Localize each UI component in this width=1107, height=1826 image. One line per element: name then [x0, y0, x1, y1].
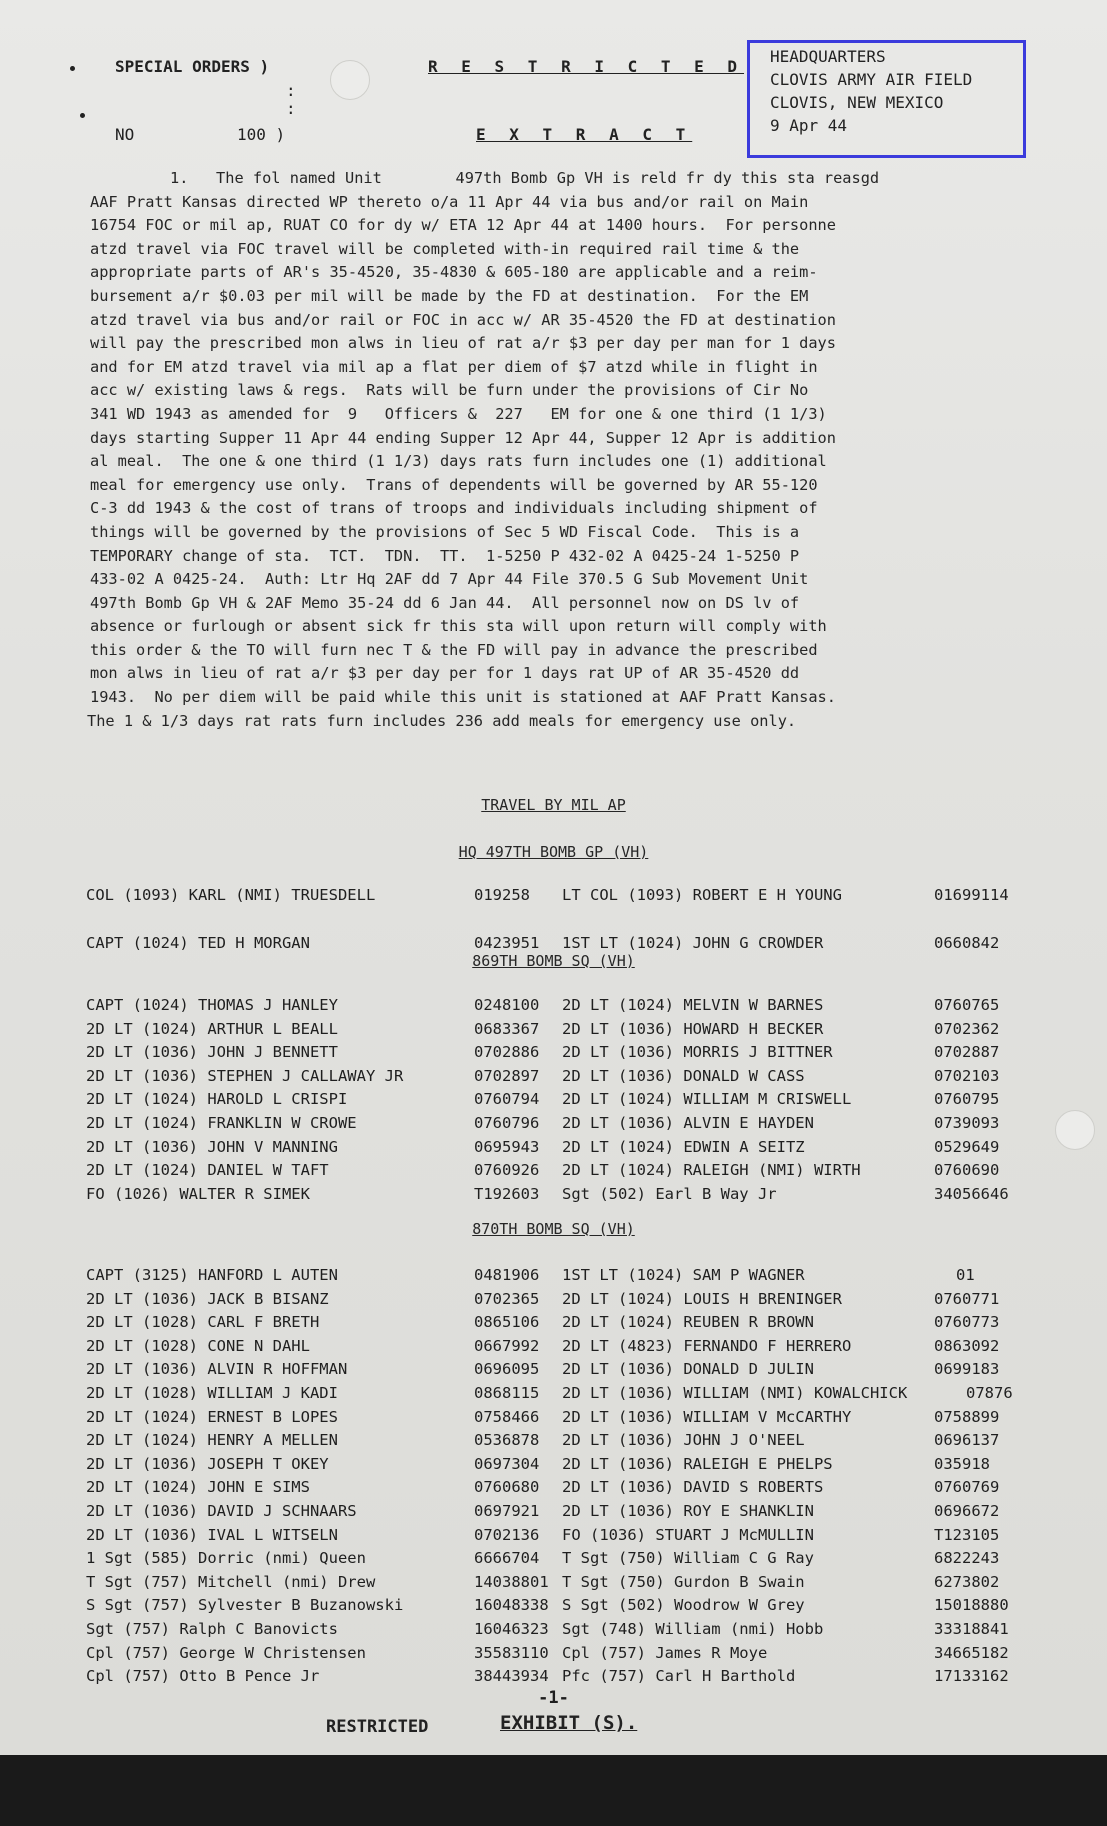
punch-hole	[330, 60, 370, 100]
name-right: 2D LT (1036) HOWARD H BECKER	[562, 1019, 824, 1038]
name-right: 2D LT (1024) EDWIN A SEITZ	[562, 1137, 805, 1156]
name-left: 2D LT (1036) IVAL L WITSELN	[86, 1525, 338, 1544]
serial-left: 14038801	[474, 1572, 549, 1591]
hq-roster	[86, 884, 1009, 955]
name-left: 2D LT (1036) DAVID J SCHNAARS	[86, 1501, 357, 1520]
name-left: CAPT (3125) HANFORD L AUTEN	[86, 1266, 338, 1284]
name-right: 2D LT (1036) DONALD W CASS	[562, 1066, 805, 1085]
headquarters-box	[747, 40, 1026, 158]
paragraph-line: and for EM atzd travel via mil ap a flat per diem of $7 atzd while in flight in	[90, 357, 818, 376]
serial-left: 0702886	[474, 1043, 540, 1062]
paragraph-line: C-3 dd 1943 & the cost of trans of troops and individuals including shipment of	[90, 499, 818, 518]
header-separator: :	[286, 99, 296, 118]
serial-right: 0702103	[934, 1066, 1000, 1085]
name-left: CAPT (1024) THOMAS J HANLEY	[86, 996, 338, 1014]
paragraph-line: 497th Bomb Gp VH & 2AF Memo 35-24 dd 6 Jan 44. All personnel now on DS lv of	[90, 593, 800, 612]
paragraph-line: meal for emergency use only. Trans of dependents will be governed by AR 55-120	[90, 475, 818, 494]
serial-left: 0248100	[474, 996, 540, 1014]
serial-left: 0868115	[474, 1383, 540, 1402]
serial-left: 0481906	[474, 1266, 540, 1284]
name-right: S Sgt (502) Woodrow W Grey	[562, 1596, 805, 1615]
serial-right: 01	[956, 1266, 975, 1284]
name-left: 1 Sgt (585) Dorric (nmi) Queen	[86, 1549, 366, 1568]
name-right: Pfc (757) Carl H Barthold	[562, 1667, 796, 1686]
name-left: 2D LT (1036) STEPHEN J CALLAWAY JR	[86, 1066, 404, 1085]
name-right: 2D LT (1036) JOHN J O'NEEL	[562, 1431, 805, 1450]
name-right: 2D LT (1024) REUBEN R BROWN	[562, 1313, 814, 1332]
serial-left: 0536878	[474, 1431, 540, 1450]
paragraph-line: appropriate parts of AR's 35-4520, 35-4830 & 605-180 are applicable and a reim-	[90, 263, 818, 282]
name-right: 1ST LT (1024) SAM P WAGNER	[562, 1266, 805, 1284]
serial-left: 0702897	[474, 1066, 540, 1085]
paragraph-line: 1943. No per diem will be paid while this unit is stationed at AAF Pratt Kansas.	[90, 688, 836, 707]
name-right: FO (1036) STUART J McMULLIN	[562, 1525, 814, 1544]
paragraph-line: absence or furlough or absent sick fr this sta will upon return will comply with	[90, 617, 827, 636]
restricted-footer: RESTRICTED	[326, 1717, 429, 1737]
restricted-heading: R E S T R I C T E D	[428, 57, 745, 76]
paragraph-line: bursement a/r $0.03 per mil will be made by the FD at destination. For the EM	[90, 286, 809, 305]
serial-right: 0760795	[934, 1090, 1000, 1109]
serial-right: 0696137	[934, 1431, 1000, 1450]
serial-right: 0760771	[934, 1289, 1000, 1308]
serial-left: 0697921	[474, 1501, 540, 1520]
serial-left: 38443934	[474, 1667, 549, 1686]
serial-right: 0660842	[934, 933, 1000, 952]
name-right: 2D LT (1036) ALVIN E HAYDEN	[562, 1113, 814, 1132]
ink-dot	[80, 113, 85, 118]
serial-left: 0667992	[474, 1336, 540, 1355]
serial-right: 0758899	[934, 1407, 1000, 1426]
sq869-title: 869TH BOMB SQ (VH)	[472, 952, 635, 970]
name-right: 1ST LT (1024) JOHN G CROWDER	[562, 933, 824, 952]
serial-left: 0760926	[474, 1161, 540, 1180]
serial-left: 0683367	[474, 1019, 540, 1038]
name-left: 2D LT (1024) HAROLD L CRISPI	[86, 1090, 348, 1109]
name-right: 2D LT (1036) DAVID S ROBERTS	[562, 1478, 824, 1497]
header-separator: :	[286, 81, 296, 100]
travel-by-mil-ap-title: TRAVEL BY MIL AP	[481, 796, 626, 814]
name-right: 2D LT (1036) ROY E SHANKLIN	[562, 1501, 814, 1520]
ink-dot	[70, 66, 75, 71]
paragraph-line: 1. The fol named Unit 497th Bomb Gp VH is reld fr dy this sta reasgd	[170, 169, 880, 187]
name-left: S Sgt (757) Sylvester B Buzanowski	[86, 1596, 404, 1615]
paragraph-line: al meal. The one & one third (1 1/3) days rats furn includes one (1) additional	[90, 452, 827, 471]
serial-right: 0863092	[934, 1336, 1000, 1355]
serial-left: 35583110	[474, 1643, 549, 1662]
name-right: 2D LT (1024) LOUIS H BRENINGER	[562, 1289, 842, 1308]
serial-right: 035918	[934, 1454, 990, 1473]
sq870-title: 870TH BOMB SQ (VH)	[472, 1220, 635, 1238]
name-left: 2D LT (1024) JOHN E SIMS	[86, 1478, 310, 1497]
name-left: Sgt (757) Ralph C Banovicts	[86, 1619, 338, 1638]
name-left: 2D LT (1028) CONE N DAHL	[86, 1336, 310, 1355]
name-left: 2D LT (1024) ARTHUR L BEALL	[86, 1019, 338, 1038]
name-left: 2D LT (1036) JOHN V MANNING	[86, 1137, 338, 1156]
paragraph-line: 341 WD 1943 as amended for 9 Officers & 227 EM for one & one third (1 1/3)	[90, 404, 827, 423]
serial-right: T123105	[934, 1525, 1000, 1544]
name-left: 2D LT (1028) CARL F BRETH	[86, 1313, 320, 1332]
name-right: 2D LT (1036) WILLIAM V McCARTHY	[562, 1407, 852, 1426]
paragraph-line: AAF Pratt Kansas directed WP thereto o/a 11 Apr 44 via bus and/or rail on Main	[90, 192, 809, 211]
name-left: T Sgt (757) Mitchell (nmi) Drew	[86, 1572, 376, 1591]
order-no-label: NO	[115, 125, 135, 144]
paragraph-line: atzd travel via FOC travel will be completed with-in required rail time & the	[90, 239, 800, 258]
name-left: 2D LT (1036) JOSEPH T OKEY	[86, 1454, 329, 1473]
name-right: 2D LT (1036) RALEIGH E PHELPS	[562, 1454, 833, 1473]
serial-right: 6273802	[934, 1572, 1000, 1591]
exhibit-label: EXHIBIT (S).	[500, 1712, 638, 1734]
serial-left: 0697304	[474, 1454, 540, 1473]
name-left: 2D LT (1036) JACK B BISANZ	[86, 1289, 329, 1308]
hq-date: 9 Apr 44	[770, 116, 848, 135]
roster-row	[86, 884, 1009, 908]
serial-right: 0702887	[934, 1043, 1000, 1062]
serial-right: 34056646	[934, 1184, 1009, 1203]
serial-left: 16046323	[474, 1619, 549, 1638]
serial-left: 0423951	[474, 933, 540, 952]
serial-right: 0699183	[934, 1360, 1000, 1379]
hq-line-2: CLOVIS ARMY AIR FIELD	[770, 70, 973, 89]
serial-left: 0760794	[474, 1090, 540, 1109]
paragraph-line: TEMPORARY change of sta. TCT. TDN. TT. 1-5250 P 432-02 A 0425-24 1-5250 P	[90, 546, 800, 565]
serial-right: 15018880	[934, 1596, 1009, 1615]
serial-left: 0702136	[474, 1525, 540, 1544]
name-right: T Sgt (750) Gurdon B Swain	[562, 1572, 805, 1591]
name-left: 2D LT (1024) DANIEL W TAFT	[86, 1161, 329, 1180]
name-left: COL (1093) KARL (NMI) TRUESDELL	[86, 886, 376, 904]
hq-line-3: CLOVIS, NEW MEXICO	[770, 93, 944, 112]
serial-left: 019258	[474, 886, 530, 904]
paragraph-line: acc w/ existing laws & regs. Rats will be furn under the provisions of Cir No	[90, 381, 809, 400]
page-number: -1-	[538, 1688, 569, 1708]
name-right: Sgt (502) Earl B Way Jr	[562, 1184, 777, 1203]
name-left: 2D LT (1024) HENRY A MELLEN	[86, 1431, 338, 1450]
serial-right: 0760765	[934, 996, 1000, 1014]
serial-left: 0695943	[474, 1137, 540, 1156]
order-number: 100 )	[237, 125, 286, 144]
serial-left: 0702365	[474, 1289, 540, 1308]
serial-right: 0760769	[934, 1478, 1000, 1497]
serial-right: 33318841	[934, 1619, 1009, 1638]
serial-right: 17133162	[934, 1667, 1009, 1686]
name-right: 2D LT (1036) DONALD D JULIN	[562, 1360, 814, 1379]
paragraph-line: atzd travel via bus and/or rail or FOC in acc w/ AR 35-4520 the FD at destination	[90, 310, 836, 329]
serial-right: 0739093	[934, 1113, 1000, 1132]
paragraph-line: 433-02 A 0425-24. Auth: Ltr Hq 2AF dd 7 Apr 44 File 370.5 G Sub Movement Unit	[90, 570, 809, 589]
name-left: 2D LT (1036) JOHN J BENNETT	[86, 1043, 338, 1062]
name-right: 2D LT (1024) WILLIAM M CRISWELL	[562, 1090, 852, 1109]
serial-left: 0865106	[474, 1313, 540, 1332]
serial-left: 16048338	[474, 1596, 549, 1615]
serial-left: 0696095	[474, 1360, 540, 1379]
name-left: 2D LT (1028) WILLIAM J KADI	[86, 1383, 338, 1402]
order-paragraph	[87, 167, 1030, 733]
serial-right: 01699114	[934, 886, 1009, 904]
paragraph-line: things will be governed by the provisions of Sec 5 WD Fiscal Code. This is a	[90, 522, 800, 541]
serial-right: 0696672	[934, 1501, 1000, 1520]
paragraph-line: 16754 FOC or mil ap, RUAT CO for dy w/ ETA 12 Apr 44 at 1400 hours. For personne	[90, 216, 836, 235]
serial-left: 0758466	[474, 1407, 540, 1426]
name-right: 2D LT (1024) RALEIGH (NMI) WIRTH	[562, 1161, 861, 1180]
name-left: 2D LT (1024) ERNEST B LOPES	[86, 1407, 338, 1426]
paragraph-line: days starting Supper 11 Apr 44 ending Supper 12 Apr 44, Supper 12 Apr is addition	[90, 428, 836, 447]
name-right: 2D LT (4823) FERNANDO F HERRERO	[562, 1336, 852, 1355]
serial-right: 6822243	[934, 1549, 1000, 1568]
special-orders-label: SPECIAL ORDERS )	[115, 57, 270, 76]
serial-right: 0760690	[934, 1161, 1000, 1180]
serial-right: 0702362	[934, 1019, 1000, 1038]
name-left: 2D LT (1036) ALVIN R HOFFMAN	[86, 1360, 348, 1379]
name-right: T Sgt (750) William C G Ray	[562, 1549, 814, 1568]
serial-left: T192603	[474, 1184, 540, 1203]
serial-left: 0760796	[474, 1113, 540, 1132]
hq-group-title: HQ 497TH BOMB GP (VH)	[458, 843, 649, 861]
paragraph-line: this order & the TO will furn nec T & the FD will pay in advance the prescribed	[90, 640, 818, 659]
name-right: 2D LT (1036) MORRIS J BITTNER	[562, 1043, 833, 1062]
serial-left: 6666704	[474, 1549, 540, 1568]
serial-right: 34665182	[934, 1643, 1009, 1662]
serial-left: 0760680	[474, 1478, 540, 1497]
name-left: CAPT (1024) TED H MORGAN	[86, 933, 310, 952]
paragraph-line: will pay the prescribed mon alws in lieu of rat a/r $3 per day per man for 1 days	[90, 334, 836, 353]
hq-line-1: HEADQUARTERS	[770, 47, 886, 66]
paragraph-line: mon alws in lieu of rat a/r $3 per day per for 1 days rat UP of AR 35-4520 dd	[90, 664, 800, 683]
serial-right: 0529649	[934, 1137, 1000, 1156]
name-left: FO (1026) WALTER R SIMEK	[86, 1184, 310, 1203]
extract-heading: E X T R A C T	[476, 125, 693, 144]
serial-right: 0760773	[934, 1313, 1000, 1332]
name-left: 2D LT (1024) FRANKLIN W CROWE	[86, 1113, 357, 1132]
name-left: Cpl (757) George W Christensen	[86, 1643, 366, 1662]
name-left: Cpl (757) Otto B Pence Jr	[86, 1667, 320, 1686]
punch-hole	[1055, 1110, 1095, 1150]
serial-right: 07876	[966, 1383, 1013, 1402]
name-right: 2D LT (1036) WILLIAM (NMI) KOWALCHICK	[562, 1383, 908, 1402]
name-right: LT COL (1093) ROBERT E H YOUNG	[562, 886, 842, 904]
name-right: Sgt (748) William (nmi) Hobb	[562, 1619, 824, 1638]
paragraph-line: The 1 & 1/3 days rat rats furn includes 236 add meals for emergency use only.	[87, 711, 797, 730]
name-right: 2D LT (1024) MELVIN W BARNES	[562, 996, 824, 1014]
name-right: Cpl (757) James R Moye	[562, 1643, 768, 1662]
